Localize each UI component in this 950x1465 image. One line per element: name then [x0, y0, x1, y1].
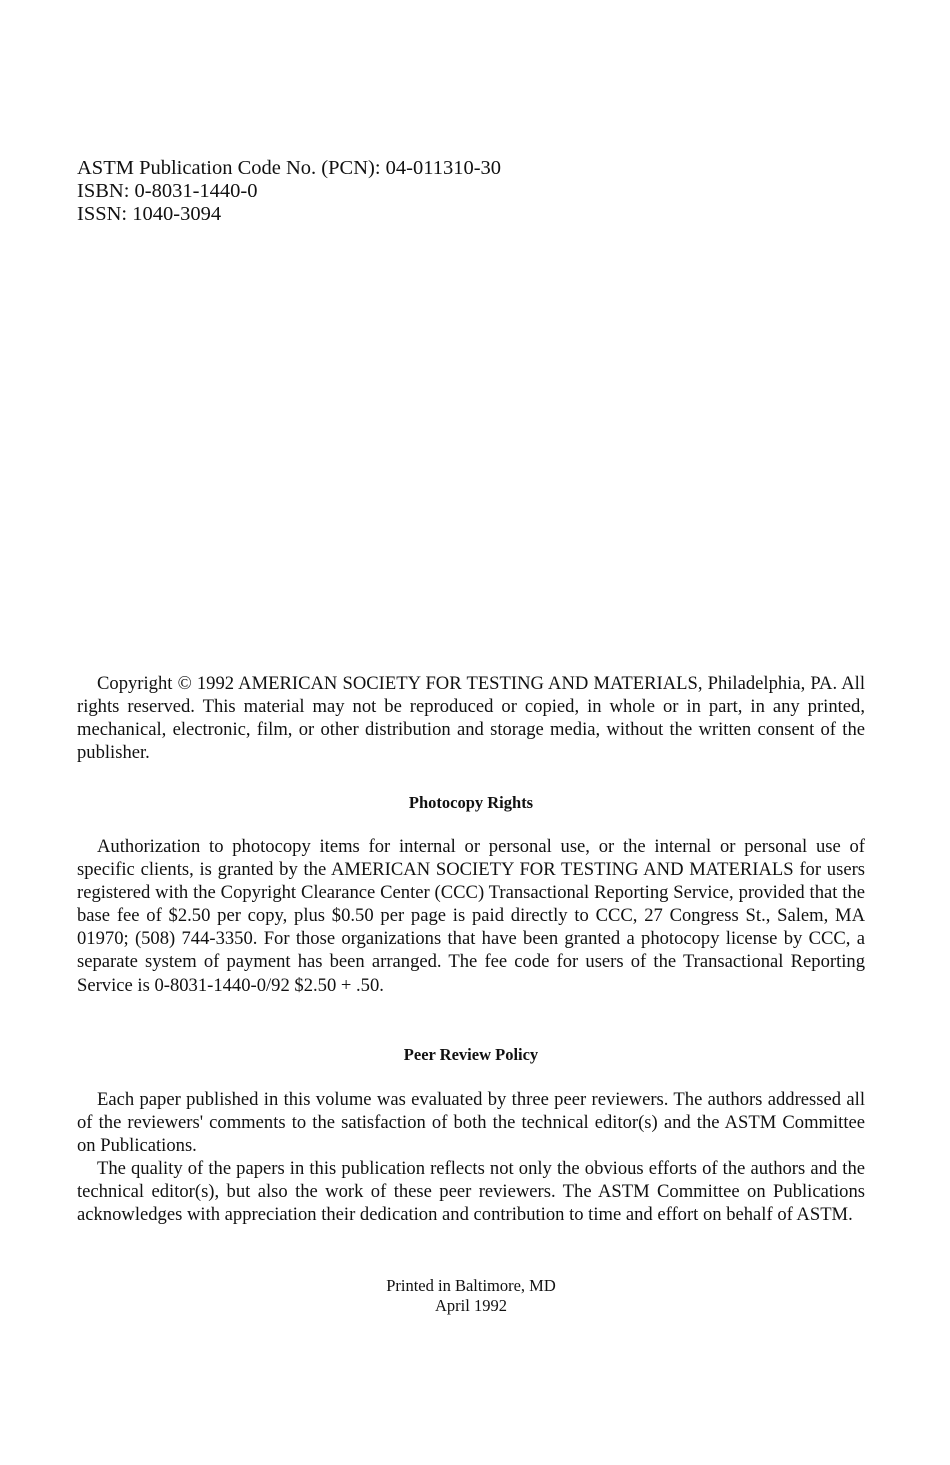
printed-location: Printed in Baltimore, MD — [386, 1276, 556, 1295]
printed-date: April 1992 — [435, 1296, 507, 1315]
issn-line: ISSN: 1040-3094 — [77, 203, 222, 225]
peer-review-paragraph-2: The quality of the papers in this publication reflects not only the obvious efforts of the authors and the technical editor(s), but also the work of these peer reviewers. The ASTM Committee on Publications acknowledges with appreciation their dedication and contribution to time and effort on behalf of ASTM. — [77, 1158, 865, 1226]
printed-info — [77, 1276, 865, 1316]
photocopy-rights-paragraph: Authorization to photocopy items for internal or personal use, or the internal or personal use of specific clients, is granted by the AMERICAN SOCIETY FOR TESTING AND MATERIALS for users registered with the Copyright Clearance Center (CCC) Transactional Reporting Service, provided that the base fee of $2.50 per copy, plus $0.50 per page is paid directly to CCC, 27 Congress St., Salem, MA 01970; (508) 744-3350. For those organizations that have been granted a photocopy license by CCC, a separate system of payment has been arranged. The fee code for users of the Transactional Reporting Service is 0-8031-1440-0/92 $2.50 + .50. — [77, 836, 865, 996]
peer-review-paragraph-1: Each paper published in this volume was evaluated by three peer reviewers. The authors addressed all of the reviewers' comments to the satisfaction of both the technical editor(s) and the ASTM Committee on Publications. — [77, 1089, 865, 1157]
pcn-line: ASTM Publication Code No. (PCN): 04-011310-30 — [77, 157, 502, 179]
peer-review-section — [77, 1088, 865, 1227]
photocopy-rights-section — [77, 835, 865, 997]
publication-info — [77, 157, 777, 226]
photocopy-rights-heading: Photocopy Rights — [408, 793, 534, 812]
isbn-line: ISBN: 0-8031-1440-0 — [77, 180, 258, 202]
peer-review-heading: Peer Review Policy — [403, 1045, 539, 1064]
copyright-notice: Copyright © 1992 AMERICAN SOCIETY FOR TESTING AND MATERIALS, Philadelphia, PA. All rights reserved. This material may not be reproduced or copied, in whole or in part, in any printed, mechanical, electronic, film, or other distribution and storage media, without the written consent of the publisher. — [77, 673, 865, 763]
